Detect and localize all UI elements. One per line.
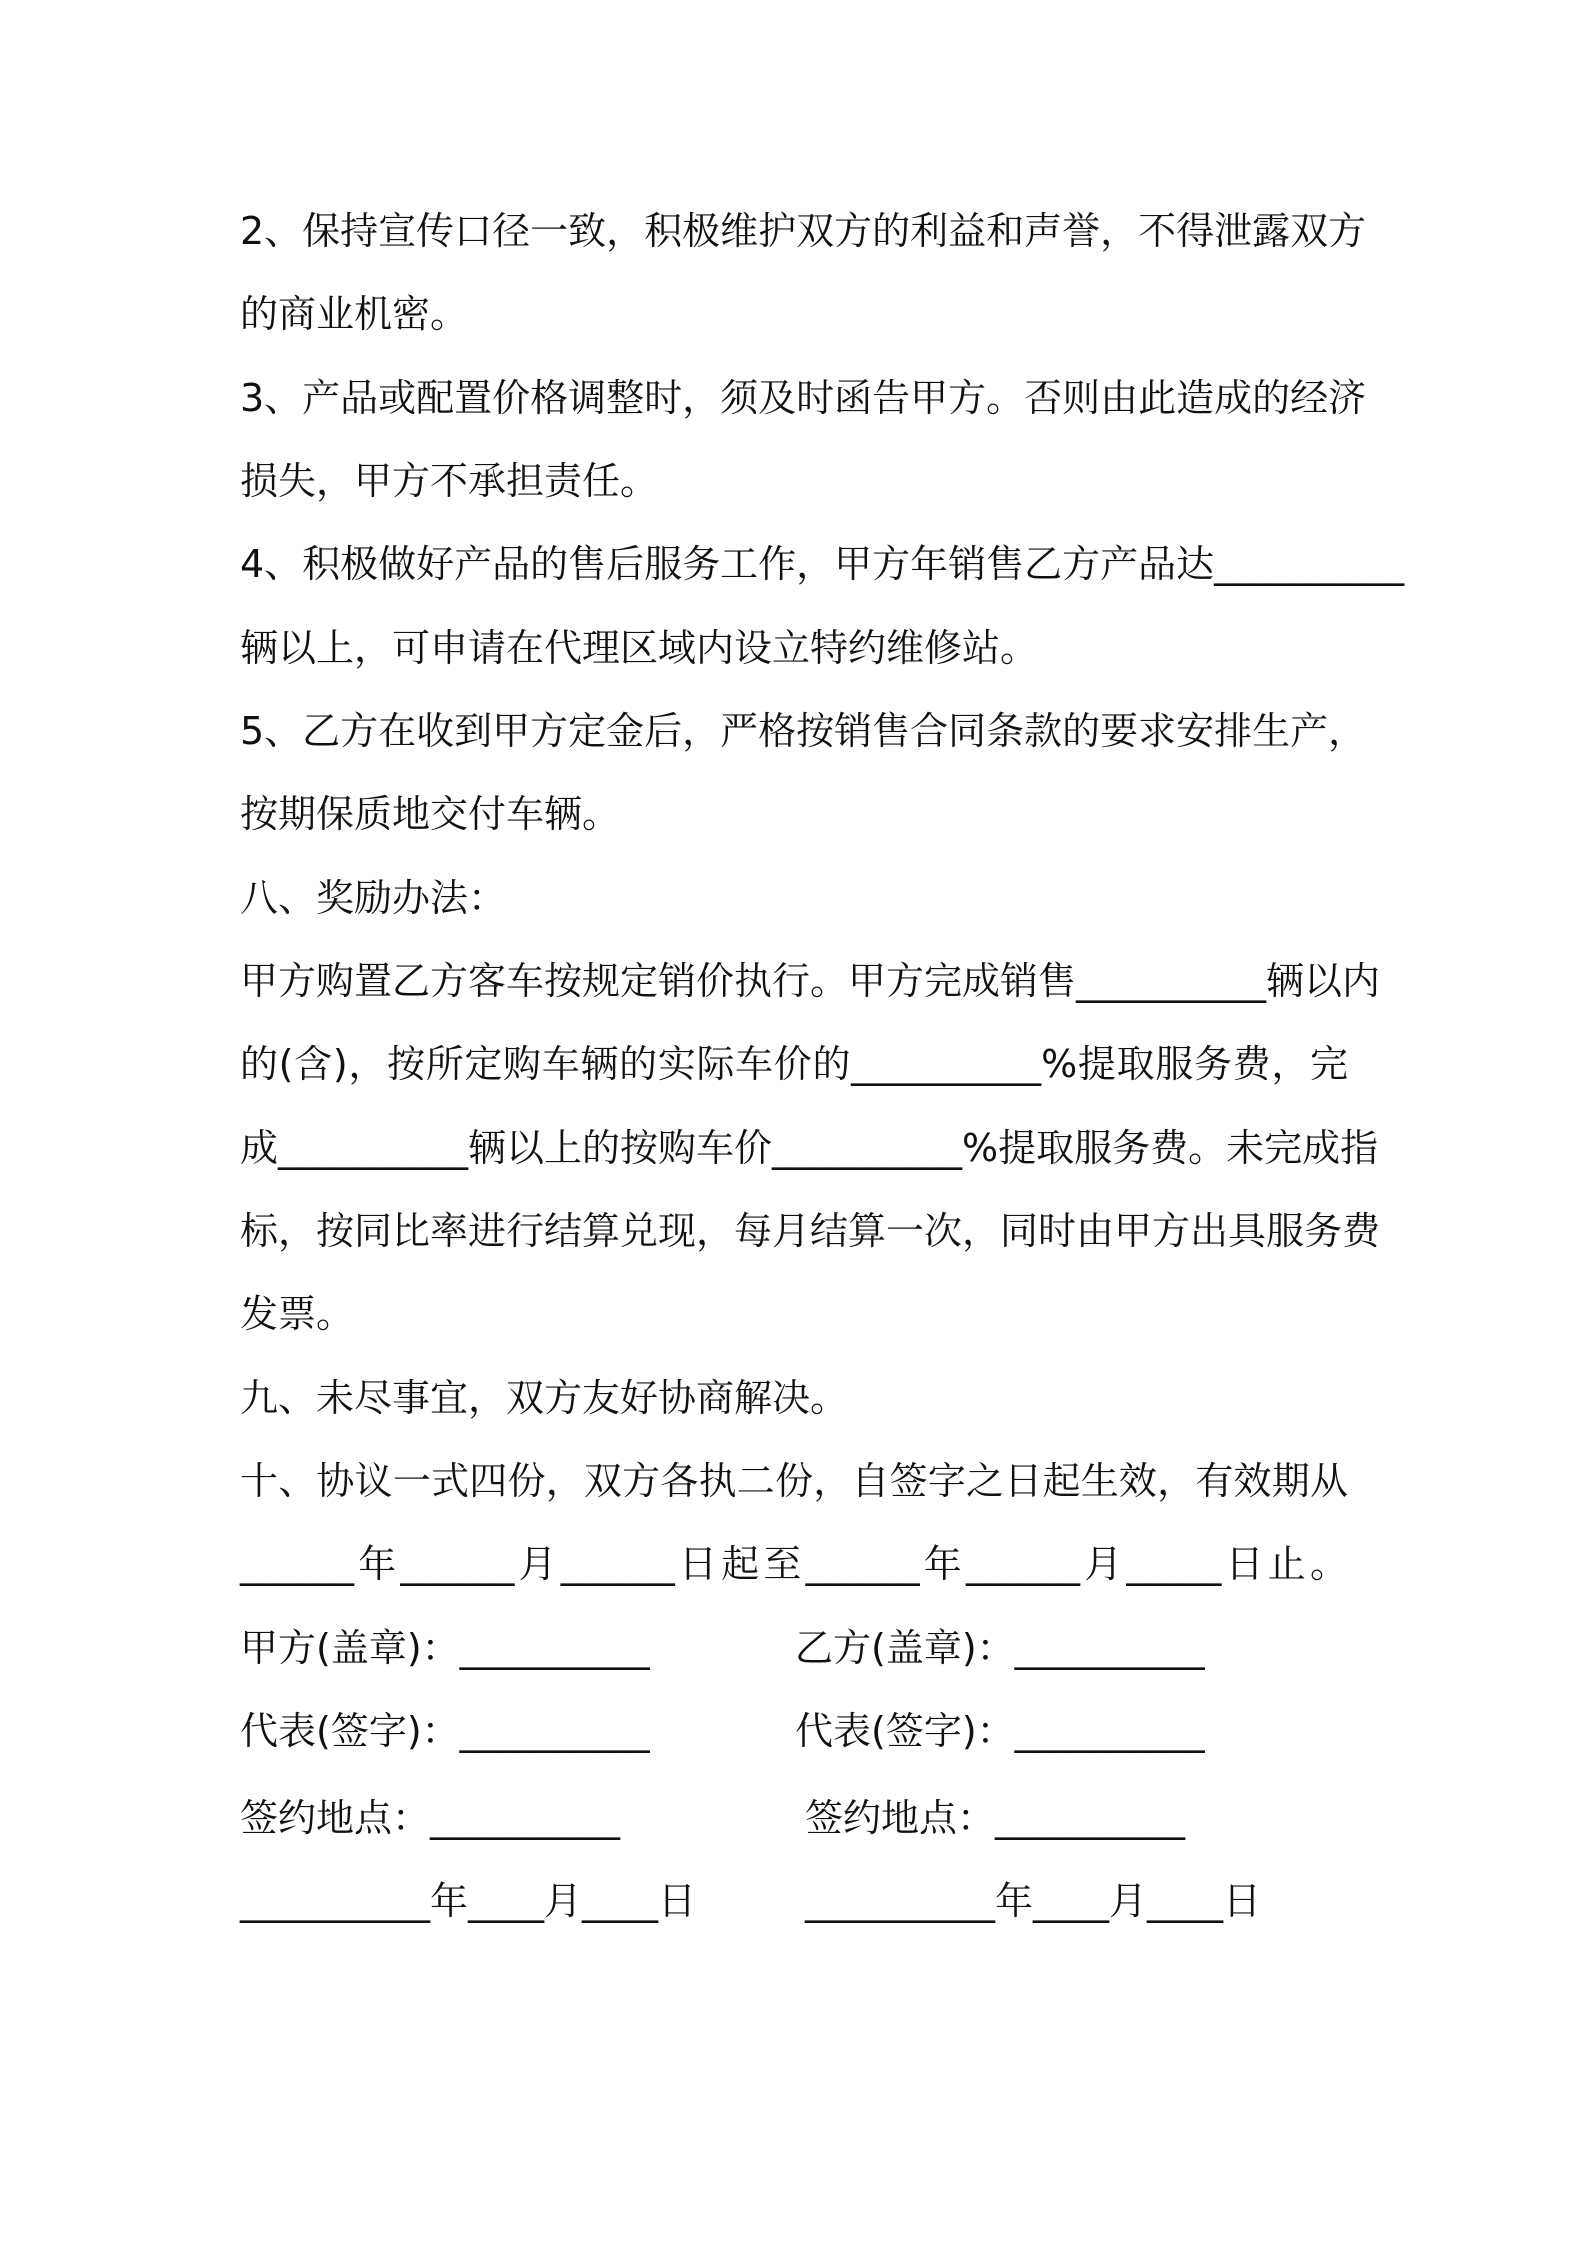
clause-2-line-1: 2、保持宣传口径一致，积极维护双方的利益和声誉，不得泄露双方 [240, 209, 1367, 253]
party-a-representative: 代表(签字)：__________ [240, 1709, 650, 1753]
party-a-date: __________年____月____日 [240, 1879, 697, 1923]
section-8-line-5: 发票。 [240, 1292, 355, 1336]
party-b-date: __________年____月____日 [805, 1879, 1262, 1923]
party-a-place: 签约地点：__________ [240, 1796, 621, 1840]
party-b-representative: 代表(签字)：__________ [795, 1709, 1205, 1753]
clause-3-line-1: 3、产品或配置价格调整时，须及时函告甲方。否则由此造成的经济 [240, 376, 1367, 420]
clause-5-line-1: 5、乙方在收到甲方定金后，严格按销售合同条款的要求安排生产， [240, 709, 1367, 753]
clause-4-line-2: 辆以上，可申请在代理区域内设立特约维修站。 [240, 626, 1039, 670]
section-8-heading: 八、奖励办法： [240, 876, 507, 920]
section-10-line-2: ______年______月______日起至______年______月_____日止。 [240, 1542, 1348, 1586]
party-b-place: 签约地点：__________ [805, 1796, 1186, 1840]
clause-4-line-1: 4、积极做好产品的售后服务工作，甲方年销售乙方产品达__________ [240, 542, 1405, 586]
clause-3-line-2: 损失，甲方不承担责任。 [240, 459, 659, 503]
party-a-seal: 甲方(盖章)：__________ [240, 1626, 650, 1670]
section-8-line-1: 甲方购置乙方客车按规定销价执行。甲方完成销售__________辆以内 [240, 959, 1381, 1003]
clause-5-line-2: 按期保质地交付车辆。 [240, 792, 621, 836]
section-8-line-3: 成__________辆以上的按购车价__________%提取服务费。未完成指 [240, 1126, 1379, 1170]
party-b-seal: 乙方(盖章)：__________ [795, 1626, 1205, 1670]
section-8-line-4: 标，按同比率进行结算兑现，每月结算一次，同时由甲方出具服务费 [240, 1209, 1381, 1253]
section-9: 九、未尽事宜，双方友好协商解决。 [240, 1376, 849, 1420]
section-8-line-2: 的(含)，按所定购车辆的实际车价的__________%提取服务费，完 [240, 1042, 1348, 1086]
clause-2-line-2: 的商业机密。 [240, 292, 469, 336]
section-10-line-1: 十、协议一式四份，双方各执二份，自签字之日起生效，有效期从 [240, 1459, 1348, 1503]
